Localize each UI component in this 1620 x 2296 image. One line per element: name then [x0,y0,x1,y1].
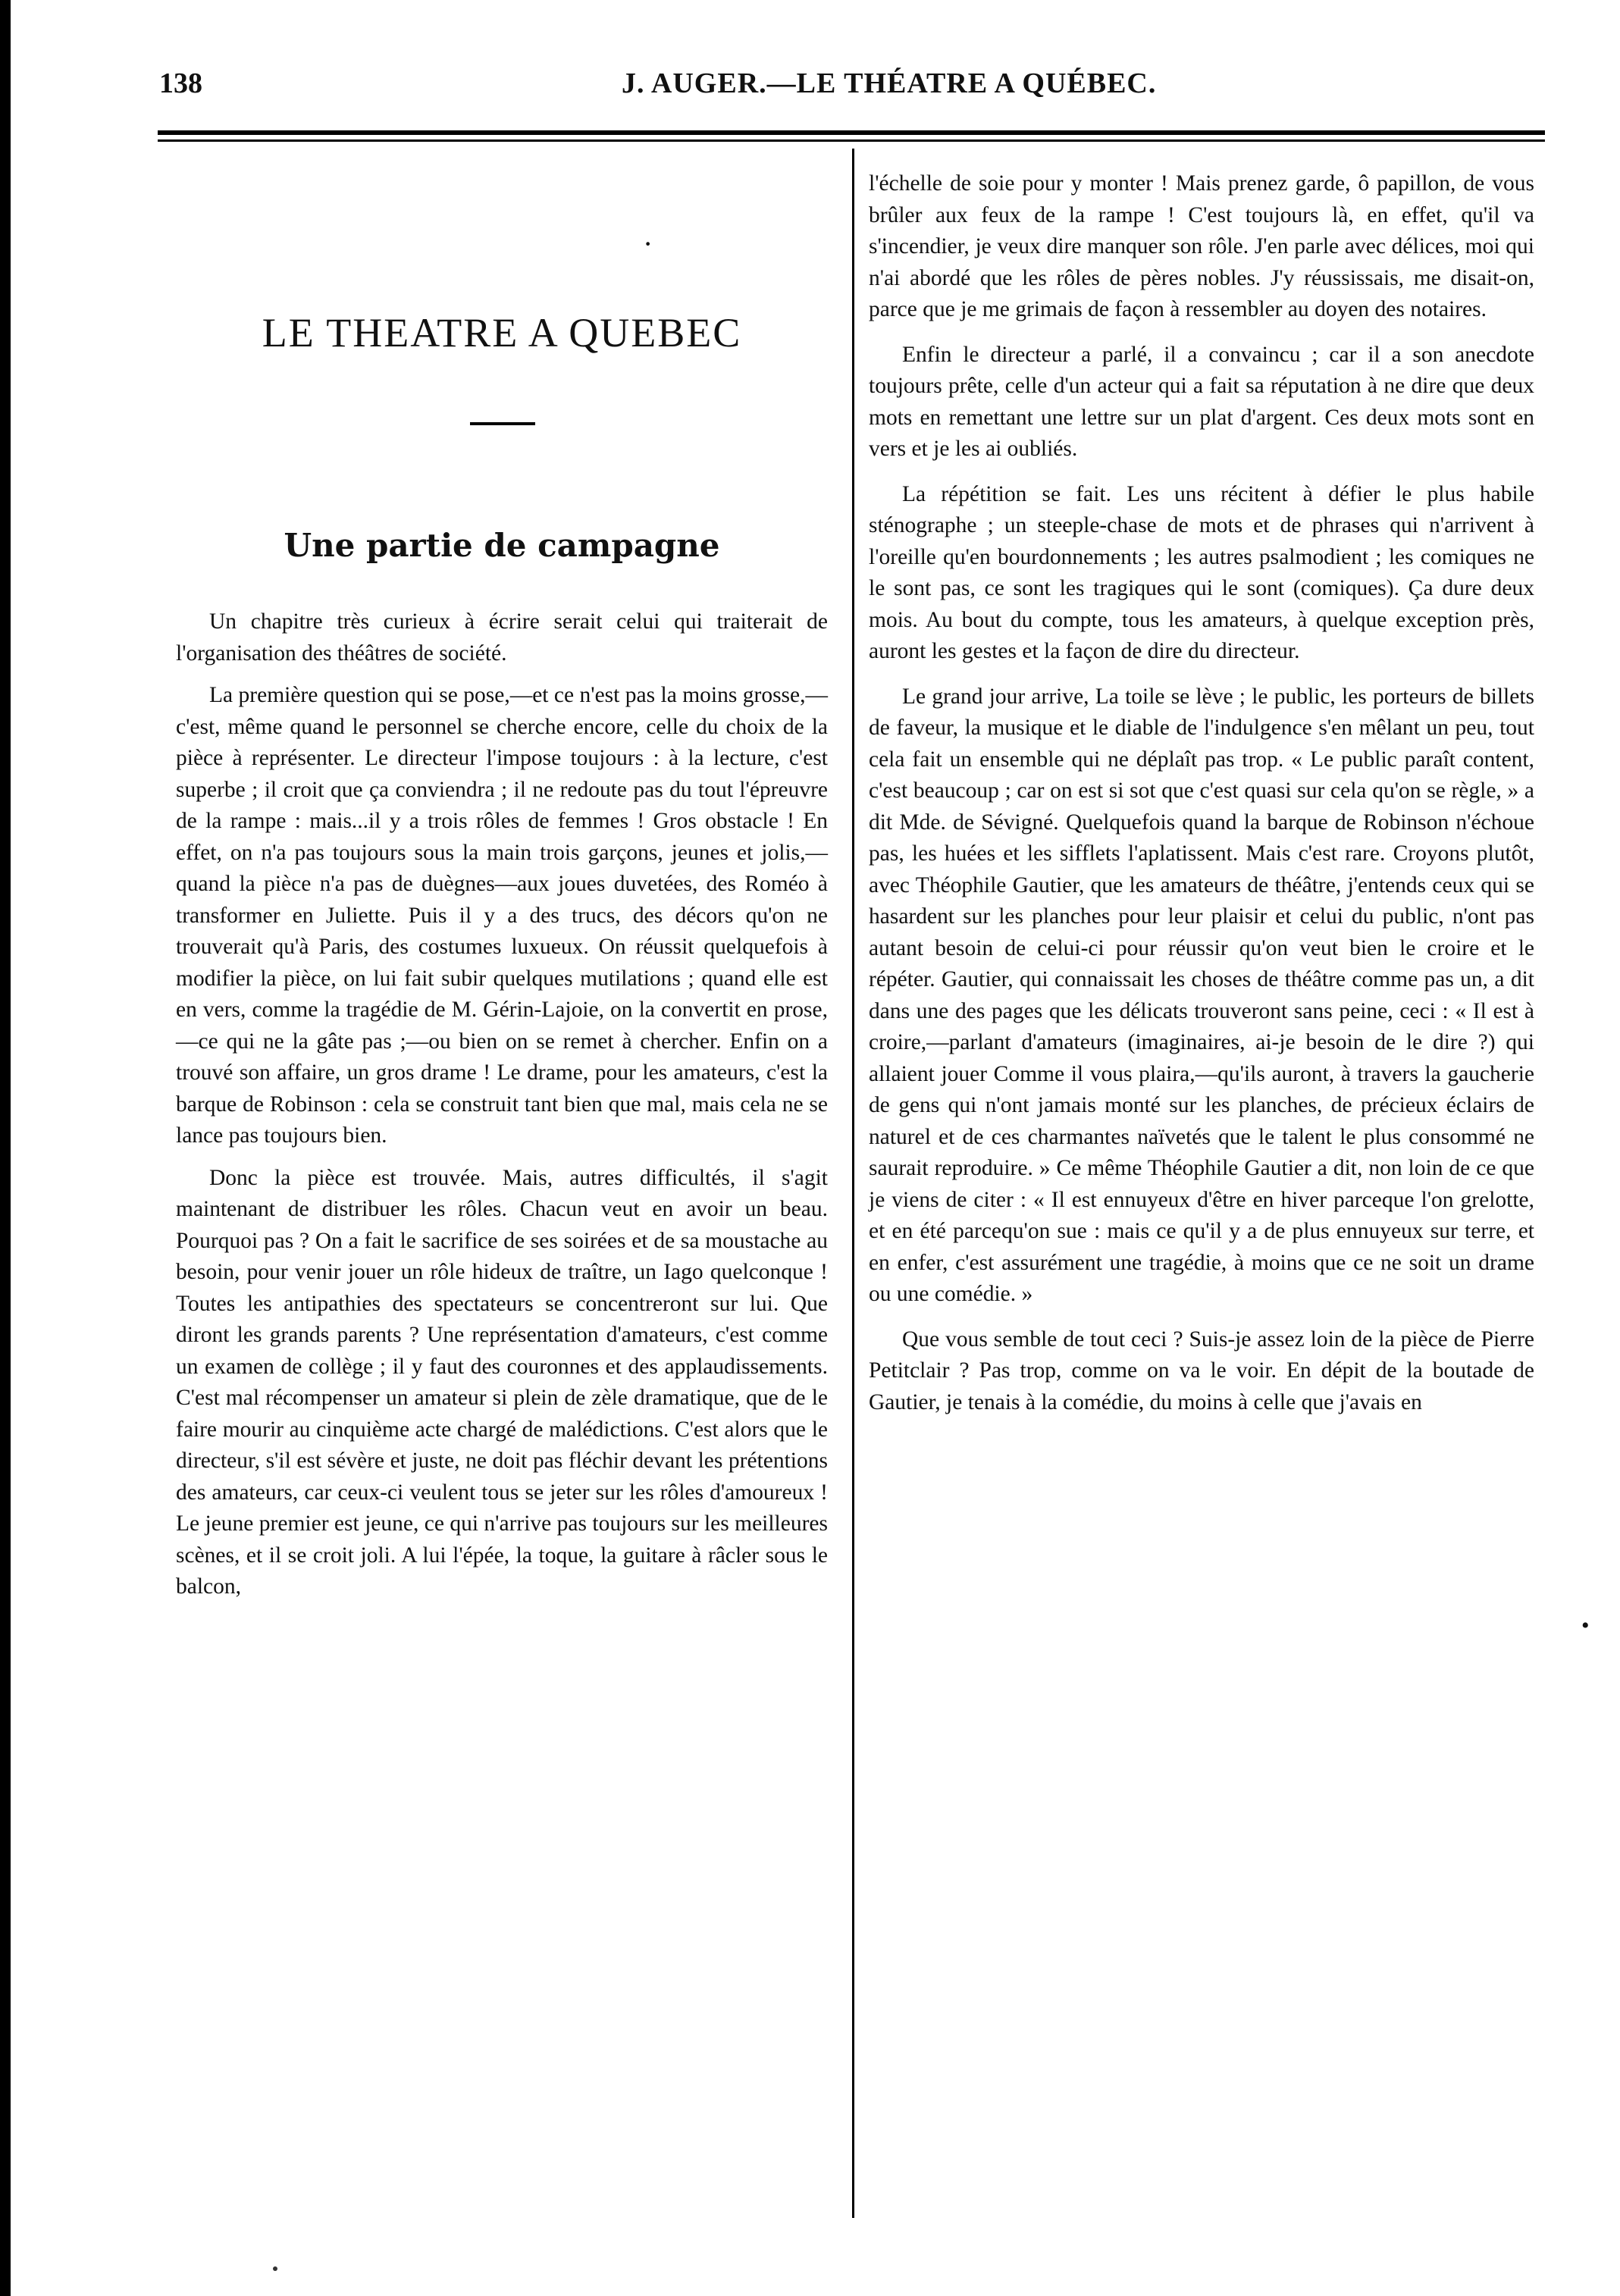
scan-speck [273,2266,277,2271]
paragraph: Un chapitre très curieux à écrire serait celui qui traiterait de l'organisation des théâtres de société. [176,609,828,666]
paragraph: La répétition se fait. Les uns récitent à défier le plus habile sténographe ; un steeple-chase de mots et de phrases qui n'arrivent à l'oreille qu'en bourdonnements ; les autres psalmodient ; les comiques ne le sont pas, ce sont les tragiques qui le sont (comiques). Ça dure deux mois. Au bout du compte, tous les amateurs, à quelque exception près, auront les gestes et la façon de dire du directeur. [869,481,1534,663]
left-column [176,606,828,1614]
title-rule [470,422,535,425]
paragraph: Enfin le directeur a parlé, il a convaincu ; car il a son anecdote toujours prête, celle d'un acteur qui a fait sa réputation à ne dire que deux mots en remettant une lettre sur un plat d'argent. Ces deux mots sont en vers et je les ai oubliés. [869,342,1534,461]
running-head: J. AUGER.—LE THÉATRE A QUÉBEC. [622,67,1157,99]
header-rule-thin [158,139,1545,142]
page-number: 138 [159,67,202,99]
article-subtitle: Une partie de campagne [284,526,720,564]
right-column [869,168,1534,1432]
header-rule-thick [158,130,1545,135]
paragraph: l'échelle de soie pour y monter ! Mais prenez garde, ô papillon, de vous brûler aux feux de la rampe ! C'est toujours là, en effet, qu'il va s'incendier, je veux dire manquer son rôle. J'en parle avec délices, moi qui n'ai abordé que les rôles de pères nobles. J'y réussissais, me disait-on, parce que je me grimais de façon à ressembler au doyen des notaires. [869,171,1534,321]
scan-edge-bar [0,0,11,2296]
column-divider [852,149,854,2218]
paragraph: La première question qui se pose,—et ce n'est pas la moins grosse,—c'est, même quand le personnel se cherche encore, celle du choix de la pièce à représenter. Le directeur l'impose toujours : à la lecture, c'est superbe ; il croit que ça conviendra ; il ne redoute pas du tout l'épreuvre de la rampe : mais...il y a trois rôles de femmes ! Gros obstacle ! En effet, on n'a pas toujours sous la main trois garçons, jeunes et jolis,—quand la pièce n'a pas de duègnes—aux joues duvetées, des Roméo à transformer en Juliette. Puis il y a des trucs, des décors qu'on ne trouverait qu'à Paris, des costumes luxueux. On réussit quelquefois à modifier la pièce, on lui fait subir quelques mutilations ; quand elle est en vers, comme la tragédie de M. Gérin-Lajoie, on la convertit en prose,—ce qui ne la gâte pas ;—ou bien on se remet à chercher. Enfin on a trouvé son affaire, un gros drame ! Le drame, pour les amateurs, c'est la barque de Robinson : cela se construit tant bien que mal, mais cela ne se lance pas toujours bien. [176,683,828,1148]
margin-mark: • [1581,1613,1590,1638]
article-title: LE THEATRE A QUEBEC [262,310,742,356]
paragraph: Donc la pièce est trouvée. Mais, autres difficultés, il s'agit maintenant de distribuer les rôles. Chacun veut en avoir un beau. Pourquoi pas ? On a fait le sacrifice de ses soirées et de sa moustache au besoin, pour venir jouer un rôle hideux de traître, un Iago quelconque ! Toutes les antipathies des spectateurs se concentreront sur lui. Que diront les grands parents ? Une représentation d'amateurs, c'est comme un examen de collège ; il y faut des couronnes et des applaudissements. C'est mal récompenser un amateur si plein de zèle dramatique, que de le faire mourir au cinquième acte chargé de malédictions. C'est alors que le directeur, s'il est sévère et juste, ne doit pas fléchir devant les prétentions des amateurs, car ceux-ci veulent tous se jeter sur les rôles d'amoureux ! Le jeune premier est jeune, ce qui n'arrive pas toujours sur les meilleures scènes, et il se croit joli. A lui l'épée, la toque, la guitare à râcler sous le balcon, [176,1165,828,1599]
paragraph: Que vous semble de tout ceci ? Suis-je assez loin de la pièce de Pierre Petitclair ? Pas trop, comme on va le voir. En dépit de la boutade de Gautier, je tenais à la comédie, du moins à celle que j'avais en [869,1327,1534,1414]
ornament-dot: · [643,227,653,261]
paragraph: Le grand jour arrive, La toile se lève ; le public, les porteurs de billets de faveur, la musique et le diable de l'indulgence s'en mêlant un peu, tout cela fait un ensemble qui ne déplaît pas trop. « Le public paraît content, c'est beaucoup ; car on est si sot que c'est quasi sur cela qu'on se règle, » a dit Mde. de Sévigné. Quelquefois quand la barque de Robinson n'échoue pas, les huées et les sifflets l'aplatissent. Mais c'est rare. Croyons plutôt, avec Théophile Gautier, que les amateurs de théâtre, j'entends ceux qui se hasardent sur les planches pour leur plaisir et celui du public, n'ont pas autant besoin de celui-ci pour réussir qu'on veut bien le croire et le répéter. Gautier, qui connaissait les choses de théâtre comme pas un, a dit dans une des pages que les délicats trouveront sans peine, ceci : « Il est à croire,—parlant d'amateurs (imaginaires, ai-je besoin de le dire ?) qui allaient jouer Comme il vous plaira,—qu'ils auront, à travers la gaucherie de gens qui n'ont jamais monté sur les planches, de précieux éclairs de naturel et de ces charmantes naïvetés que le talent le plus consommé ne saurait reproduire. » Ce même Théophile Gautier a dit, non loin de ce que je viens de citer : « Il est ennuyeux d'être en hiver parceque l'on grelotte, et en été parcequ'on sue : mais ce qu'il y a de plus ennuyeux sur terre, et en enfer, c'est assurément une tragédie, à moins que ce ne soit un drame ou une comédie. » [869,684,1534,1306]
